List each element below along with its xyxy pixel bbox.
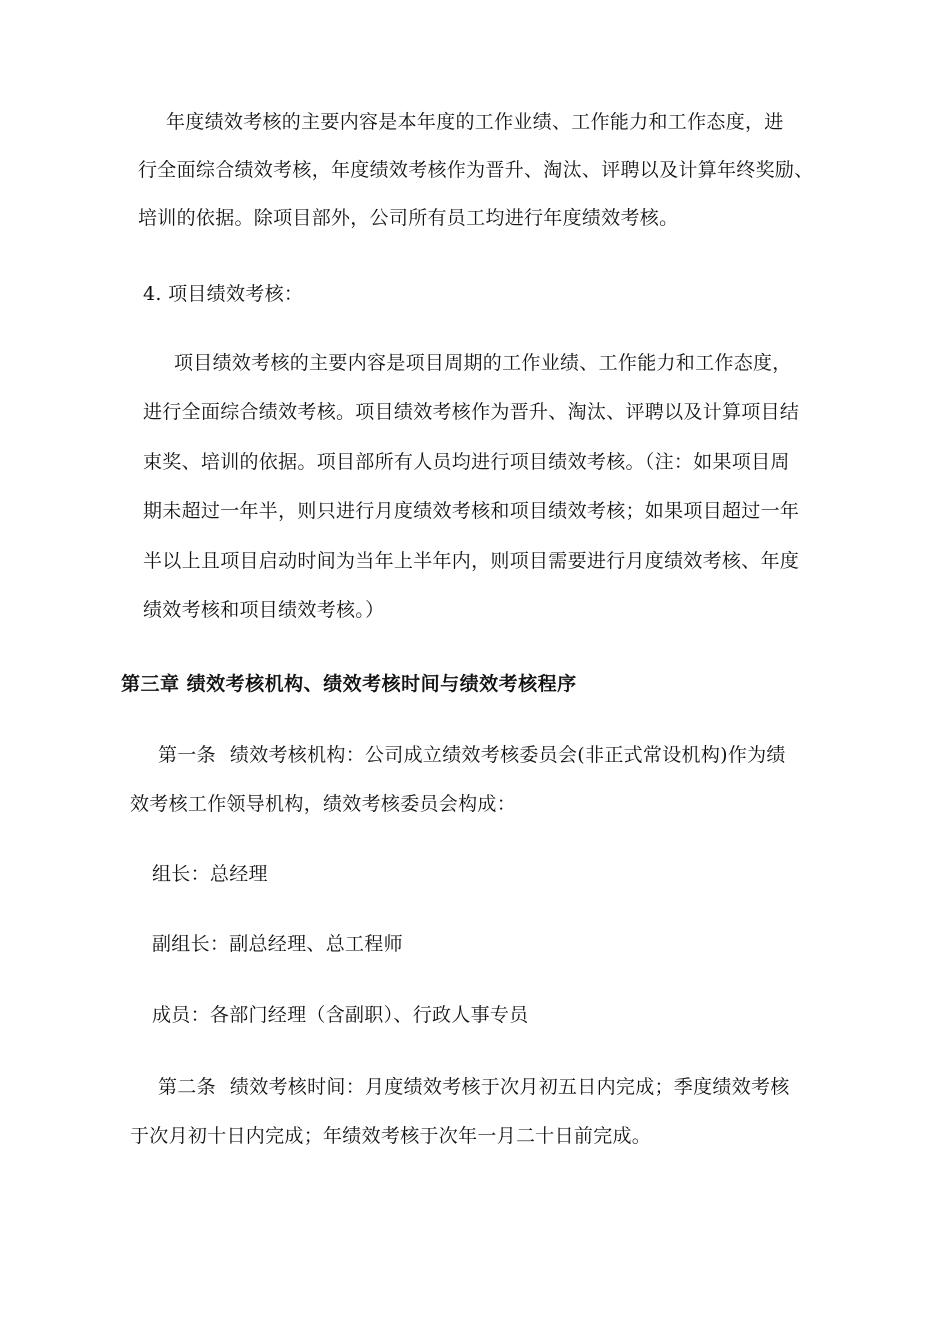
project-paragraph-line-3: 束奖、培训的依据。项目部所有人员均进行项目绩效考核。（注：如果项目周 xyxy=(143,451,790,473)
project-paragraph-line-1: 项目绩效考核的主要内容是项目周期的工作业绩、工作能力和工作态度， xyxy=(174,352,792,374)
article-two-line-2: 于次月初十日内完成；年绩效考核于次年一月二十日前完成。 xyxy=(130,1125,652,1147)
annual-paragraph-line-1: 年度绩效考核的主要内容是本年度的工作业绩、工作能力和工作态度，进 xyxy=(166,111,784,133)
annual-paragraph-line-3: 培训的依据。除项目部外，公司所有员工均进行年度绩效考核。 xyxy=(138,207,679,229)
project-paragraph-line-2: 进行全面综合绩效考核。项目绩效考核作为晋升、淘汰、评聘以及计算项目结 xyxy=(143,401,800,423)
project-paragraph-line-6: 绩效考核和项目绩效考核。） xyxy=(143,599,385,621)
article-one-text: 绩效考核机构：公司成立绩效考核委员会(非正式常设机构)作为绩 xyxy=(229,744,786,766)
article-two-label: 第二条 xyxy=(158,1076,216,1098)
article-one-line-2: 效考核工作领导机构，绩效考核委员会构成： xyxy=(130,793,517,815)
article-one-label: 第一条 xyxy=(158,744,216,766)
committee-deputy-leader: 副组长：副总经理、总工程师 xyxy=(152,933,403,955)
project-paragraph-line-5: 半以上且项目启动时间为当年上半年内，则项目需要进行月度绩效考核、年度 xyxy=(143,550,800,572)
project-paragraph-line-4: 期未超过一年半，则只进行月度绩效考核和项目绩效考核；如果项目超过一年 xyxy=(143,500,800,522)
article-two-line-1 xyxy=(158,1075,790,1099)
chapter-three-heading: 第三章 绩效考核机构、绩效考核时间与绩效考核程序 xyxy=(121,673,577,695)
committee-leader: 组长：总经理 xyxy=(152,863,268,885)
annual-paragraph-line-2: 行全面综合绩效考核，年度绩效考核作为晋升、淘汰、评聘以及计算年终奖励、 xyxy=(138,159,814,181)
committee-members: 成员：各部门经理（含副职）、行政人事专员 xyxy=(152,1004,529,1026)
article-two-text: 绩效考核时间：月度绩效考核于次月初五日内完成；季度绩效考核 xyxy=(229,1076,790,1098)
article-one-line-1 xyxy=(158,743,786,767)
project-review-heading: 4. 项目绩效考核： xyxy=(143,283,304,305)
